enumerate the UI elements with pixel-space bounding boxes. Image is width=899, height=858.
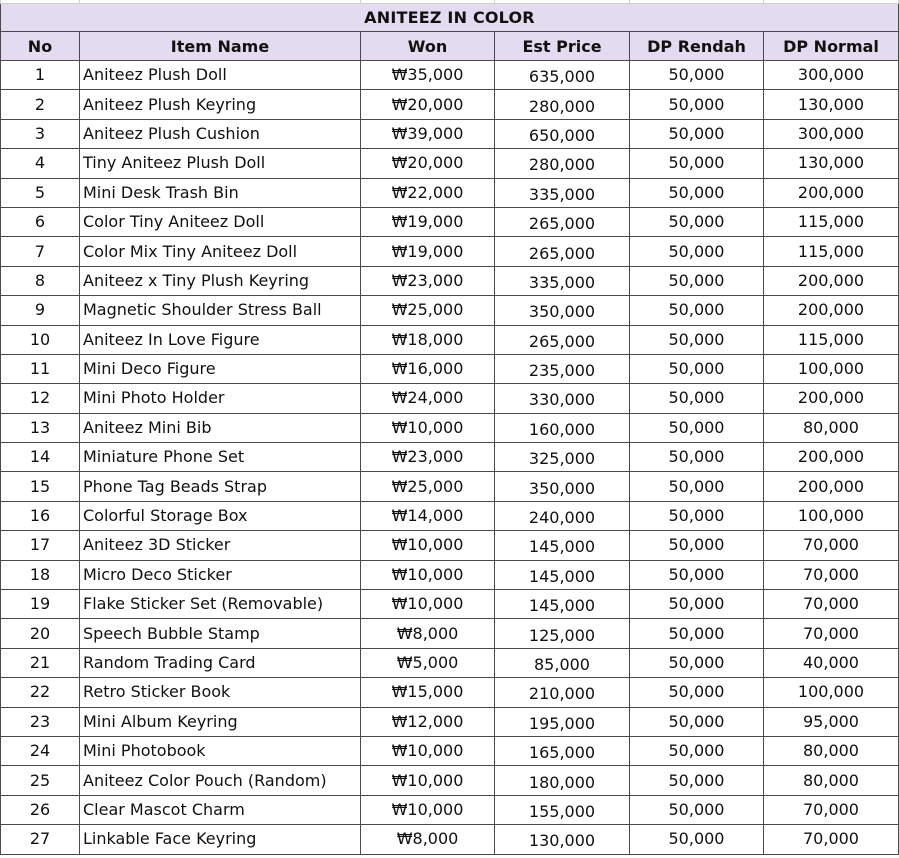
cell-no[interactable]: 27	[1, 825, 80, 854]
cell-no[interactable]: 22	[1, 678, 80, 707]
cell-item-name[interactable]: Clear Mascot Charm	[80, 795, 361, 824]
cell-item-name[interactable]: Magnetic Shoulder Stress Ball	[80, 296, 361, 325]
cell-dp-rendah[interactable]: 50,000	[630, 149, 764, 178]
cell-won[interactable]: ₩10,000	[361, 736, 495, 765]
cell-won[interactable]: ₩5,000	[361, 648, 495, 677]
cell-est-price[interactable]	[495, 825, 630, 854]
cell-no[interactable]: 12	[1, 384, 80, 413]
table-row	[1, 619, 899, 648]
cell-dp-rendah[interactable]: 50,000	[630, 413, 764, 442]
cell-est-price[interactable]	[495, 178, 630, 207]
cell-dp-rendah[interactable]: 50,000	[630, 443, 764, 472]
table-row	[1, 61, 899, 90]
cell-est-price[interactable]	[495, 325, 630, 354]
cell-dp-normal[interactable]: 115,000	[764, 237, 899, 266]
table-row	[1, 795, 899, 824]
cell-dp-normal[interactable]: 70,000	[764, 825, 899, 854]
cell-no[interactable]: 24	[1, 736, 80, 765]
table-title[interactable]: ANITEEZ IN COLOR	[1, 4, 899, 32]
cell-won[interactable]: ₩19,000	[361, 207, 495, 236]
cell-item-name[interactable]: Phone Tag Beads Strap	[80, 472, 361, 501]
cell-won[interactable]: ₩10,000	[361, 531, 495, 560]
cell-est-price[interactable]	[495, 354, 630, 383]
cell-item-name[interactable]: Flake Sticker Set (Removable)	[80, 590, 361, 619]
cell-item-name[interactable]: Speech Bubble Stamp	[80, 619, 361, 648]
cell-est-price-value: 330,000	[528, 390, 596, 410]
cell-won[interactable]: ₩25,000	[361, 472, 495, 501]
cell-dp-rendah[interactable]: 50,000	[630, 736, 764, 765]
cell-won[interactable]: ₩39,000	[361, 119, 495, 148]
cell-dp-rendah[interactable]: 50,000	[630, 325, 764, 354]
cell-est-price[interactable]	[495, 90, 630, 119]
cell-dp-rendah[interactable]: 50,000	[630, 707, 764, 736]
cell-item-name[interactable]: Aniteez 3D Sticker	[80, 531, 361, 560]
cell-dp-normal[interactable]: 200,000	[764, 472, 899, 501]
cell-est-price-value: 240,000	[528, 508, 596, 528]
cell-no[interactable]: 13	[1, 413, 80, 442]
cell-est-price[interactable]	[495, 648, 630, 677]
cell-est-price[interactable]	[495, 61, 630, 90]
cell-dp-normal[interactable]: 70,000	[764, 560, 899, 589]
cell-dp-rendah[interactable]: 50,000	[630, 207, 764, 236]
cell-dp-rendah[interactable]: 50,000	[630, 472, 764, 501]
cell-item-name[interactable]: Random Trading Card	[80, 648, 361, 677]
cell-est-price-value: 125,000	[528, 625, 596, 645]
cell-dp-rendah[interactable]: 50,000	[630, 61, 764, 90]
cell-item-name[interactable]: Aniteez Plush Cushion	[80, 119, 361, 148]
table-row	[1, 472, 899, 501]
header-no[interactable]: No	[1, 32, 80, 61]
cell-won[interactable]: ₩23,000	[361, 443, 495, 472]
table-row	[1, 736, 899, 765]
cell-est-price-value: 155,000	[528, 801, 596, 821]
cell-est-price[interactable]	[495, 560, 630, 589]
cell-no[interactable]: 10	[1, 325, 80, 354]
cell-won[interactable]: ₩19,000	[361, 237, 495, 266]
cell-no[interactable]: 7	[1, 237, 80, 266]
cell-est-price-value: 350,000	[528, 302, 596, 322]
cell-est-price[interactable]	[495, 795, 630, 824]
cell-est-price[interactable]	[495, 413, 630, 442]
cell-est-price-value: 265,000	[528, 331, 596, 351]
cell-est-price-value: 160,000	[528, 419, 596, 439]
cell-no[interactable]: 3	[1, 119, 80, 148]
cell-won[interactable]: ₩24,000	[361, 384, 495, 413]
cell-item-name[interactable]: Mini Photobook	[80, 736, 361, 765]
cell-no[interactable]: 25	[1, 766, 80, 795]
cell-won[interactable]: ₩35,000	[361, 61, 495, 90]
cell-est-price-value: 210,000	[528, 684, 596, 704]
cell-dp-rendah[interactable]: 50,000	[630, 648, 764, 677]
cell-won[interactable]: ₩8,000	[361, 619, 495, 648]
cell-dp-rendah[interactable]: 50,000	[630, 178, 764, 207]
cell-dp-normal[interactable]: 300,000	[764, 119, 899, 148]
cell-est-price[interactable]	[495, 531, 630, 560]
cell-est-price[interactable]	[495, 678, 630, 707]
cell-no[interactable]: 1	[1, 61, 80, 90]
table-row	[1, 443, 899, 472]
table-row	[1, 648, 899, 677]
cell-won[interactable]: ₩16,000	[361, 354, 495, 383]
cell-won[interactable]: ₩25,000	[361, 296, 495, 325]
table-row	[1, 766, 899, 795]
cell-no[interactable]: 26	[1, 795, 80, 824]
cell-item-name[interactable]: Tiny Aniteez Plush Doll	[80, 149, 361, 178]
cell-dp-normal[interactable]: 200,000	[764, 266, 899, 295]
cell-won[interactable]: ₩10,000	[361, 413, 495, 442]
cell-dp-rendah[interactable]: 50,000	[630, 619, 764, 648]
table-row	[1, 296, 899, 325]
table-row	[1, 237, 899, 266]
cell-won[interactable]: ₩12,000	[361, 707, 495, 736]
table-row	[1, 325, 899, 354]
header-row	[1, 32, 899, 61]
cell-won[interactable]: ₩10,000	[361, 590, 495, 619]
cell-dp-normal[interactable]: 100,000	[764, 501, 899, 530]
cell-dp-rendah[interactable]: 50,000	[630, 501, 764, 530]
cell-won[interactable]: ₩10,000	[361, 766, 495, 795]
table-row	[1, 207, 899, 236]
cell-item-name[interactable]: Aniteez Mini Bib	[80, 413, 361, 442]
table-row	[1, 590, 899, 619]
cell-dp-rendah[interactable]: 50,000	[630, 354, 764, 383]
cell-won[interactable]: ₩23,000	[361, 266, 495, 295]
cell-won[interactable]: ₩8,000	[361, 825, 495, 854]
cell-item-name[interactable]: Retro Sticker Book	[80, 678, 361, 707]
cell-no[interactable]: 19	[1, 590, 80, 619]
cell-dp-normal[interactable]: 200,000	[764, 384, 899, 413]
cell-est-price-value: 650,000	[528, 125, 596, 145]
table-row	[1, 119, 899, 148]
cell-est-price[interactable]	[495, 501, 630, 530]
table-row	[1, 825, 899, 854]
cell-item-name[interactable]: Aniteez Plush Doll	[80, 61, 361, 90]
cell-dp-rendah[interactable]: 50,000	[630, 266, 764, 295]
cell-dp-rendah[interactable]: 50,000	[630, 531, 764, 560]
cell-won[interactable]: ₩10,000	[361, 560, 495, 589]
cell-no[interactable]: 5	[1, 178, 80, 207]
cell-dp-normal[interactable]: 130,000	[764, 90, 899, 119]
cell-est-price-value: 145,000	[528, 596, 596, 616]
cell-est-price-value: 335,000	[528, 272, 596, 292]
cell-est-price[interactable]	[495, 736, 630, 765]
cell-est-price-value: 130,000	[528, 831, 596, 851]
cell-item-name[interactable]: Miniature Phone Set	[80, 443, 361, 472]
cell-est-price[interactable]	[495, 207, 630, 236]
cell-dp-rendah[interactable]: 50,000	[630, 766, 764, 795]
cell-won[interactable]: ₩14,000	[361, 501, 495, 530]
cell-item-name[interactable]: Mini Desk Trash Bin	[80, 178, 361, 207]
cell-dp-normal[interactable]: 115,000	[764, 325, 899, 354]
cell-est-price-value: 325,000	[528, 449, 596, 469]
cell-item-name[interactable]: Color Mix Tiny Aniteez Doll	[80, 237, 361, 266]
cell-dp-normal[interactable]: 80,000	[764, 413, 899, 442]
cell-est-price-value: 335,000	[528, 184, 596, 204]
cell-dp-normal[interactable]: 130,000	[764, 149, 899, 178]
cell-est-price[interactable]	[495, 266, 630, 295]
cell-dp-normal[interactable]: 70,000	[764, 795, 899, 824]
table-row	[1, 149, 899, 178]
cell-item-name[interactable]: Aniteez Plush Keyring	[80, 90, 361, 119]
cell-dp-normal[interactable]: 95,000	[764, 707, 899, 736]
cell-item-name[interactable]: Aniteez x Tiny Plush Keyring	[80, 266, 361, 295]
cell-dp-rendah[interactable]: 50,000	[630, 825, 764, 854]
cell-no[interactable]: 15	[1, 472, 80, 501]
table-row	[1, 178, 899, 207]
table-row	[1, 413, 899, 442]
cell-no[interactable]: 11	[1, 354, 80, 383]
table-row	[1, 560, 899, 589]
cell-dp-rendah[interactable]: 50,000	[630, 90, 764, 119]
cell-est-price-value: 180,000	[528, 772, 596, 792]
cell-est-price-value: 265,000	[528, 214, 596, 234]
cell-est-price[interactable]	[495, 472, 630, 501]
cell-est-price-value: 280,000	[528, 96, 596, 116]
cell-won[interactable]: ₩22,000	[361, 178, 495, 207]
cell-item-name[interactable]: Aniteez In Love Figure	[80, 325, 361, 354]
cell-dp-normal[interactable]: 200,000	[764, 296, 899, 325]
table-row	[1, 384, 899, 413]
cell-est-price[interactable]	[495, 296, 630, 325]
cell-won[interactable]: ₩18,000	[361, 325, 495, 354]
cell-est-price[interactable]	[495, 619, 630, 648]
cell-dp-rendah[interactable]: 50,000	[630, 678, 764, 707]
cell-no[interactable]: 9	[1, 296, 80, 325]
cell-no[interactable]: 20	[1, 619, 80, 648]
cell-no[interactable]: 16	[1, 501, 80, 530]
cell-item-name[interactable]: Mini Deco Figure	[80, 354, 361, 383]
cell-est-price[interactable]	[495, 119, 630, 148]
table-row	[1, 90, 899, 119]
table-row	[1, 678, 899, 707]
cell-no[interactable]: 18	[1, 560, 80, 589]
cell-dp-normal[interactable]: 200,000	[764, 178, 899, 207]
cell-no[interactable]: 8	[1, 266, 80, 295]
cell-est-price-value: 265,000	[528, 243, 596, 263]
cell-dp-rendah[interactable]: 50,000	[630, 384, 764, 413]
cell-won[interactable]: ₩20,000	[361, 90, 495, 119]
cell-est-price-value: 195,000	[528, 713, 596, 733]
cell-est-price-value: 635,000	[528, 67, 596, 87]
cell-est-price-value: 350,000	[528, 478, 596, 498]
cell-no[interactable]: 2	[1, 90, 80, 119]
cell-dp-normal[interactable]: 300,000	[764, 61, 899, 90]
header-dp-rendah[interactable]: DP Rendah	[630, 32, 764, 61]
cell-est-price-value: 235,000	[528, 361, 596, 381]
cell-est-price[interactable]	[495, 707, 630, 736]
table-row	[1, 531, 899, 560]
cell-dp-rendah[interactable]: 50,000	[630, 590, 764, 619]
cell-no[interactable]: 23	[1, 707, 80, 736]
cell-no[interactable]: 4	[1, 149, 80, 178]
cell-dp-normal[interactable]: 70,000	[764, 619, 899, 648]
cell-est-price[interactable]	[495, 590, 630, 619]
header-item-name[interactable]: Item Name	[80, 32, 361, 61]
table-row	[1, 707, 899, 736]
table-row	[1, 354, 899, 383]
cell-dp-normal[interactable]: 40,000	[764, 648, 899, 677]
cell-no[interactable]: 21	[1, 648, 80, 677]
cell-item-name[interactable]: Color Tiny Aniteez Doll	[80, 207, 361, 236]
title-row	[1, 4, 899, 32]
cell-won[interactable]: ₩15,000	[361, 678, 495, 707]
cell-dp-rendah[interactable]: 50,000	[630, 560, 764, 589]
cell-est-price-value: 280,000	[528, 155, 596, 175]
cell-won[interactable]: ₩10,000	[361, 795, 495, 824]
cell-dp-normal[interactable]: 70,000	[764, 531, 899, 560]
cell-est-price-value: 85,000	[534, 655, 590, 674]
cell-dp-normal[interactable]: 115,000	[764, 207, 899, 236]
cell-est-price[interactable]	[495, 384, 630, 413]
cell-est-price-value: 145,000	[528, 537, 596, 557]
header-est-price[interactable]: Est Price	[495, 32, 630, 61]
cell-dp-normal[interactable]: 100,000	[764, 678, 899, 707]
cell-est-price[interactable]	[495, 766, 630, 795]
header-won[interactable]: Won	[361, 32, 495, 61]
cell-no[interactable]: 6	[1, 207, 80, 236]
cell-dp-rendah[interactable]: 50,000	[630, 296, 764, 325]
cell-dp-normal[interactable]: 80,000	[764, 736, 899, 765]
cell-dp-normal[interactable]: 200,000	[764, 443, 899, 472]
cell-dp-normal[interactable]: 80,000	[764, 766, 899, 795]
cell-item-name[interactable]: Mini Album Keyring	[80, 707, 361, 736]
table-row	[1, 266, 899, 295]
cell-dp-rendah[interactable]: 50,000	[630, 795, 764, 824]
cell-dp-normal[interactable]: 70,000	[764, 590, 899, 619]
cell-item-name[interactable]: Mini Photo Holder	[80, 384, 361, 413]
cell-won[interactable]: ₩20,000	[361, 149, 495, 178]
cell-no[interactable]: 14	[1, 443, 80, 472]
cell-item-name[interactable]: Micro Deco Sticker	[80, 560, 361, 589]
cell-est-price[interactable]	[495, 443, 630, 472]
cell-dp-rendah[interactable]: 50,000	[630, 119, 764, 148]
cell-est-price[interactable]	[495, 149, 630, 178]
table-row	[1, 501, 899, 530]
cell-item-name[interactable]: Aniteez Color Pouch (Random)	[80, 766, 361, 795]
cell-no[interactable]: 17	[1, 531, 80, 560]
cell-item-name[interactable]: Colorful Storage Box	[80, 501, 361, 530]
cell-dp-normal[interactable]: 100,000	[764, 354, 899, 383]
cell-est-price-value: 145,000	[528, 566, 596, 586]
cell-est-price[interactable]	[495, 237, 630, 266]
cell-dp-rendah[interactable]: 50,000	[630, 237, 764, 266]
cell-est-price-value: 165,000	[528, 743, 596, 763]
header-dp-normal[interactable]: DP Normal	[764, 32, 899, 61]
cell-item-name[interactable]: Linkable Face Keyring	[80, 825, 361, 854]
